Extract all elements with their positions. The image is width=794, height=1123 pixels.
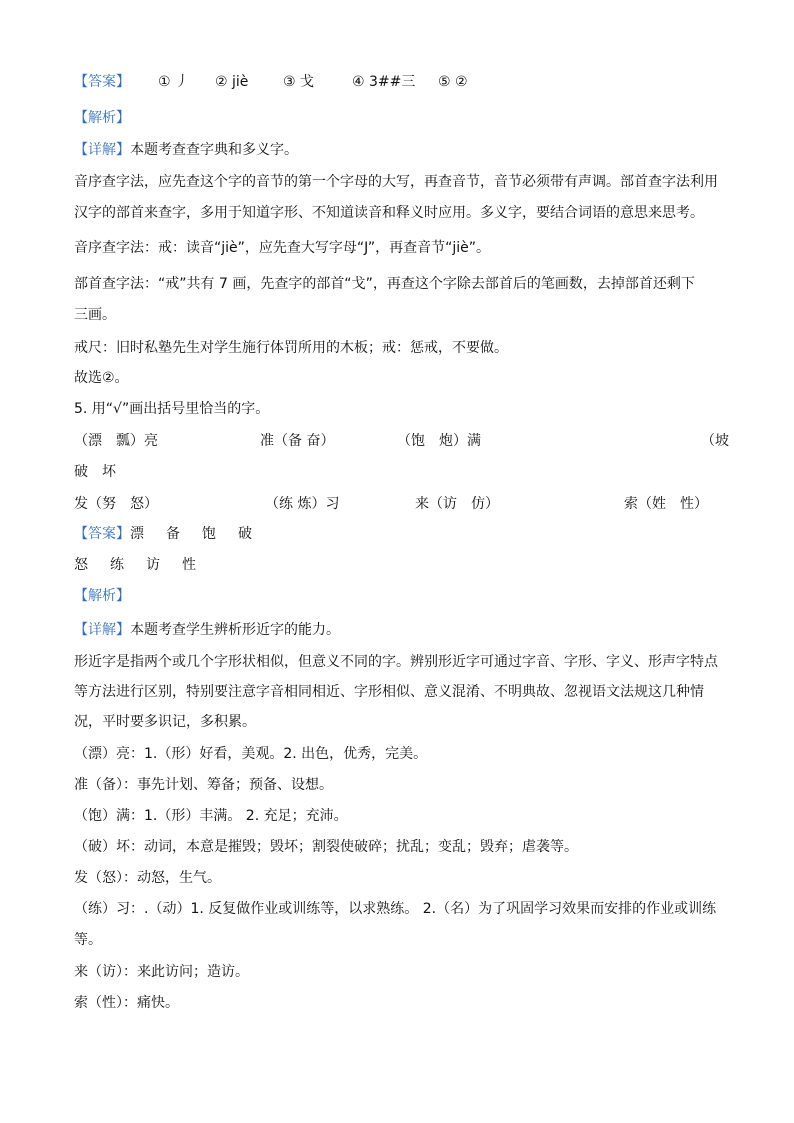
answer-word: 性 [182,557,196,573]
explanation: 准（备）：事先计划、筹备；预备、设想。 [74,777,333,793]
answer-3: ③ 戈 [283,74,315,90]
answer-word: 练 [110,557,124,573]
option-group: （练 炼）习 [265,496,340,512]
option-group: 索（姓 性） [624,496,708,512]
detail-tag: 【详解】 [74,622,130,638]
answer-1: ① 丿 [158,74,190,90]
q5-answer-row-2 [74,555,720,575]
explanation: （练）习：.（动）1. 反复做作业或训练等，以求熟练。 2.（名）为了巩固学习效果而安排的作业或训练 [74,901,717,917]
analysis-tag: 【解析】 [74,110,130,126]
option-group: （饱 炮）满 [397,433,481,449]
paragraph: 况，平时要多识记，多积累。 [74,714,256,730]
paragraph: 形近字是指两个或几个字形状相似，但意义不同的字。辨别形近字可通过字音、字形、字义、形声字特点 [74,654,718,670]
option-group: 发（努 怒） [74,496,158,512]
option-group: （坡 [701,433,729,449]
paragraph: 汉字的部首来查字，多用于知道字形、不知道读音和释义时应用。多义字，要结合词语的意思来思考。 [74,205,704,221]
answer-word: 破 [238,526,252,542]
explanation: （饱）满：1.（形）丰满。 2. 充足；充沛。 [74,808,348,824]
answer-word: 访 [146,557,160,573]
paragraph: 音序查字法，应先查这个字的音节的第一个字母的大写，再查音节，音节必须带有声调。部首查字法利用 [74,174,718,190]
explanation: （漂）亮：1.（形）好看，美观。2. 出色，优秀，完美。 [74,746,428,762]
answer-2: ② jiè [215,74,249,90]
question-row [74,431,729,451]
paragraph: 部首查字法：“戒”共有 7 画，先查字的部首“戈”，再查这个字除去部首后的笔画数，去掉部首还剩下 [74,276,695,292]
detail-line [74,140,720,160]
answer-tag: 【答案】 [74,74,130,90]
option-group: （漂 瓢）亮 [74,433,158,449]
answer-word: 漂 [130,526,144,542]
detail-line [74,620,720,640]
detail-text: 本题考查查字典和多义字。 [130,142,298,158]
answer-word: 饱 [202,526,216,542]
explanation: 等。 [74,932,102,948]
answer-word: 备 [166,526,180,542]
paragraph: 戒尺：旧时私塾先生对学生施行体罚所用的木板；戒：惩戒，不要做。 [74,340,508,356]
q4-answer-row [74,72,720,92]
question-row-continued: 破 坏 [74,464,116,480]
detail-text: 本题考查学生辨析形近字的能力。 [130,622,340,638]
answer-word: 怒 [74,557,88,573]
q5-answer-row [74,524,720,544]
answer-5: ⑤ ② [438,74,468,90]
explanation: 索（性）：痛快。 [74,995,179,1011]
paragraph: 等方法进行区别，特别要注意字音相同相近、字形相似、意义混淆、不明典故、忽视语文法规这几种情 [74,684,704,700]
paragraph: 音序查字法：戒：读音“jiè”，应先查大写字母“J”，再查音节“jiè”。 [74,240,490,256]
question-title: 5. 用“√”画出括号里恰当的字。 [74,401,270,417]
paragraph: 故选②。 [74,370,129,386]
explanation: 来（访）：来此访问；造访。 [74,964,249,980]
paragraph: 三画。 [74,307,116,323]
option-group: 准（备 奋） [260,433,335,449]
question-row [74,494,720,514]
answer-4: ④ 3##三 [352,74,416,90]
option-group: 来（访 仿） [415,496,499,512]
answer-tag: 【答案】 [74,526,130,542]
explanation: 发（怒）：动怒，生气。 [74,870,221,886]
analysis-tag: 【解析】 [74,588,130,604]
detail-tag: 【详解】 [74,142,130,158]
explanation: （破）坏：动词，本意是摧毁；毁坏；割裂使破碎；扰乱；变乱；毁弃；虐袭等。 [74,839,578,855]
